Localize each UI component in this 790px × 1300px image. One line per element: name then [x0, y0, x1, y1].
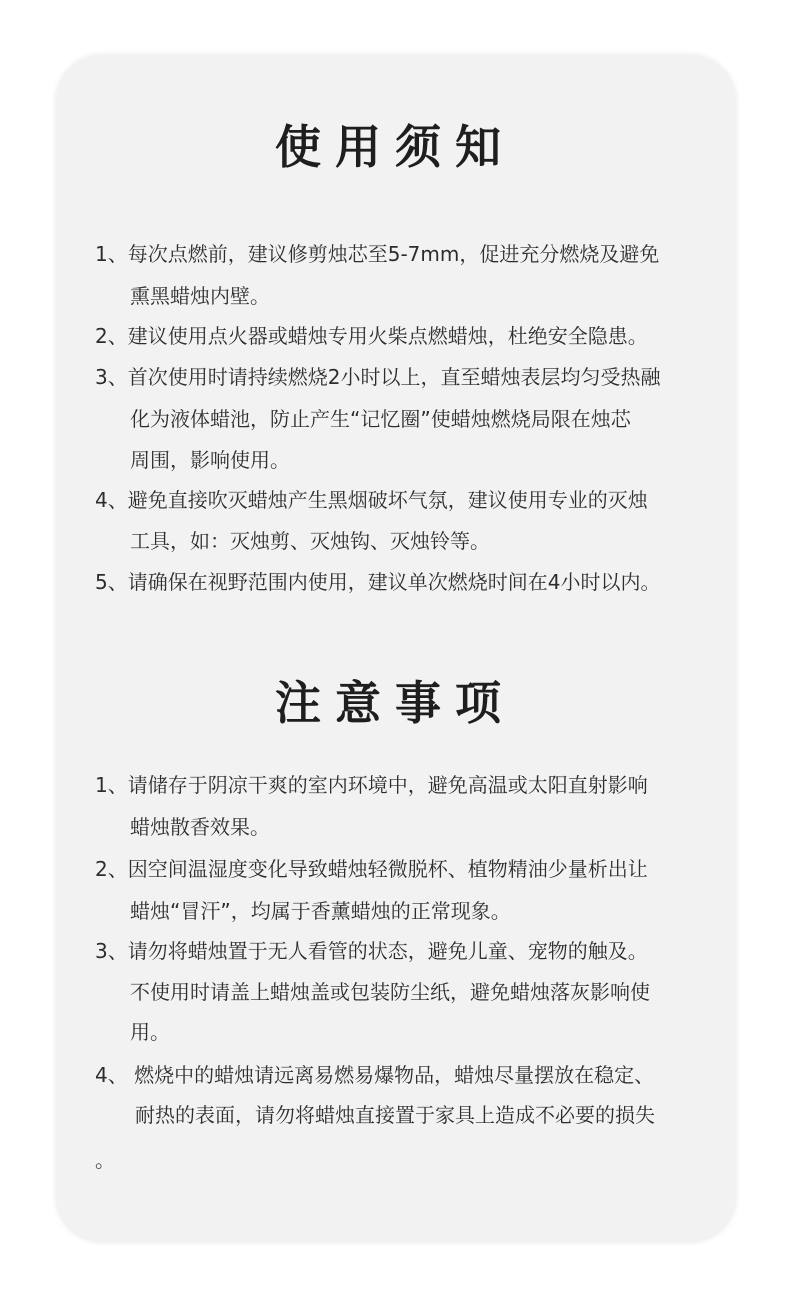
- usage-item-3-line-2: 化为液体蜡池，防止产生“记忆圈”使蜡烛燃烧局限在烛芯: [130, 407, 631, 431]
- usage-item-2-line-1: 2、建议使用点火器或蜡烛专用火柴点燃蜡烛，杜绝安全隐患。: [95, 324, 648, 348]
- caution-item-3-line-1: 3、请勿将蜡烛置于无人看管的状态，避免儿童、宠物的触及。: [95, 939, 648, 963]
- caution-item-4-line-3: 。: [95, 1148, 115, 1172]
- usage-item-4-line-1: 4、避免直接吹灭蜡烛产生黑烟破坏气氛，建议使用专业的灭烛: [95, 488, 648, 512]
- caution-item-4-line-1: 4、 燃烧中的蜡烛请远离易燃易爆物品，蜡烛尽量摆放在稳定、: [95, 1063, 655, 1087]
- usage-item-1-line-1: 1、每次点燃前，建议修剪烛芯至5-7mm，促进充分燃烧及避免: [95, 242, 660, 266]
- usage-item-5-line-1: 5、请确保在视野范围内使用，建议单次燃烧时间在4小时以内。: [95, 570, 661, 594]
- usage-item-4-line-2: 工具，如：灭烛剪、灭烛钩、灭烛铃等。: [130, 529, 490, 553]
- caution-item-3-line-2: 不使用时请盖上蜡烛盖或包装防尘纸，避免蜡烛落灰影响使: [130, 980, 650, 1004]
- caution-item-1-line-2: 蜡烛散香效果。: [130, 815, 270, 839]
- caution-item-4-line-2: 耐热的表面，请勿将蜡烛直接置于家具上造成不必要的损失: [135, 1103, 655, 1127]
- usage-item-1-line-2: 熏黑蜡烛内壁。: [130, 284, 270, 308]
- caution-item-3-line-3: 用。: [130, 1020, 170, 1044]
- usage-item-3-line-1: 3、首次使用时请持续燃烧2小时以上，直至蜡烛表层均匀受热融: [95, 365, 661, 389]
- caution-item-2-line-2: 蜡烛“冒汗”，均属于香薰蜡烛的正常现象。: [130, 899, 511, 923]
- usage-title: 使用须知: [275, 120, 515, 174]
- usage-item-3-line-3: 周围，影响使用。: [130, 448, 290, 472]
- caution-title: 注意事项: [275, 676, 515, 730]
- caution-item-2-line-1: 2、因空间温湿度变化导致蜡烛轻微脱杯、植物精油少量析出让: [95, 857, 648, 881]
- caution-item-1-line-1: 1、请储存于阴凉干爽的室内环境中，避免高温或太阳直射影响: [95, 773, 648, 797]
